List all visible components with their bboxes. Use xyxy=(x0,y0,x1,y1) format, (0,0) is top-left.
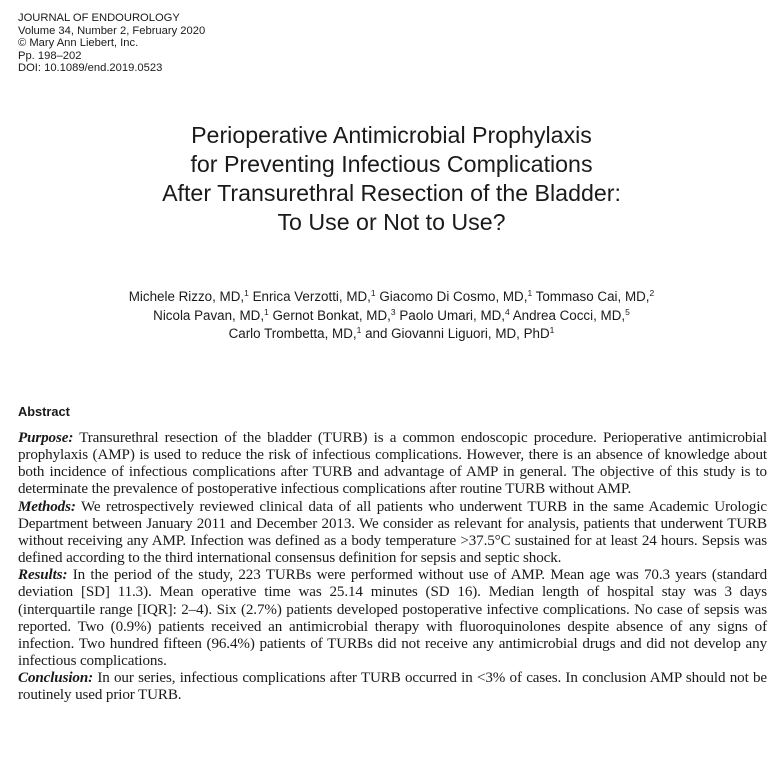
results-label: Results: xyxy=(18,567,68,584)
journal-doi: DOI: 10.1089/end.2019.0523 xyxy=(18,62,163,75)
abstract-conclusion xyxy=(18,670,767,704)
abstract-purpose xyxy=(18,430,767,499)
author-affiliation: 5 xyxy=(625,306,630,317)
abstract-results xyxy=(18,567,767,670)
abstract-heading: Abstract xyxy=(18,404,70,419)
title-line: After Transurethral Resection of the Bladder: xyxy=(162,180,621,206)
author-affiliation: 1 xyxy=(370,288,376,298)
results-text: In the period of the study, 223 TURBs were performed without use of AMP. Mean age was 70.3 years (standard deviation [SD] 11.3). Mean operative time was 25.14 minutes (SD 16). Median length of hospital stay was 3 days (interquartile range [IQR]: 2–4). Six (2.7%) patients developed postoperative infective complications. No case of sepsis was reported. Two (0.9%) patients received an antimicrobial therapy with fluoroquinolones despite absence of any signs of infection. Two hundred fifteen (96.4%) patients of TURBs did not receive any antimicrobial drugs and did not develop any infectious complications. xyxy=(18,567,767,670)
purpose-text: Transurethral resection of the bladder (TURB) is a common endoscopic procedure. Perioperative antimicrobial prophylaxis (AMP) is used to reduce the risk of infectious complications. However, there is an absence of knowledge about both incidence of infectious complications after TURB and advantage of AMP in general. The objective of this study is to determinate the prevalence of postoperative infectious complications after routine TURB without AMP. xyxy=(18,430,767,498)
methods-text: We retrospectively reviewed clinical data of all patients who underwent TURB in the same Academic Urologic Department between January 2011 and December 2013. We consider as relevant for analysis, patients that underwent TURB without receiving any AMP. Infection was defined as a body temperature >37.5°C sustained for at least 24 hours. Sepsis was defined according to the third international consensus definition for sepsis and septic shock. xyxy=(18,498,767,567)
author-name: Paolo Umari, MD, xyxy=(399,307,505,323)
abstract-body xyxy=(18,430,767,705)
title-line: To Use or Not to Use? xyxy=(277,209,506,235)
author-affiliation: 3 xyxy=(390,306,396,317)
author-name: and Giovanni Liguori, MD, PhD xyxy=(365,326,550,341)
journal-volume: Volume 34, Number 2, February 2020 xyxy=(18,24,206,37)
author-name: Michele Rizzo, MD, xyxy=(128,289,245,304)
purpose-label: Purpose: xyxy=(18,430,74,446)
author-name: Giacomo Di Cosmo, MD, xyxy=(379,289,528,304)
methods-label: Methods: xyxy=(18,498,76,515)
author-affiliation: 1 xyxy=(356,325,362,335)
author-name: Tommaso Cai, MD, xyxy=(535,289,650,304)
conclusion-text: In our series, infectious complications after TURB occurred in <3% of cases. In conclusion AMP should not be routinely used prior TURB. xyxy=(18,670,767,704)
title-line: Perioperative Antimicrobial Prophylaxis xyxy=(191,122,592,148)
author-name: Enrica Verzotti, MD, xyxy=(252,289,371,304)
author-line xyxy=(0,307,783,326)
author-affiliation: 1 xyxy=(527,288,533,298)
conclusion-label: Conclusion: xyxy=(18,670,94,687)
journal-copyright: © Mary Ann Liebert, Inc. xyxy=(18,37,139,50)
author-affiliation: 2 xyxy=(649,288,655,298)
author-affiliation: 1 xyxy=(264,306,269,317)
author-line xyxy=(0,288,783,307)
abstract-methods xyxy=(18,499,767,568)
author-name: Gernot Bonkat, MD, xyxy=(272,307,391,323)
article-title xyxy=(0,121,783,237)
journal-pages: Pp. 198–202 xyxy=(18,49,82,62)
author-name: Nicola Pavan, MD, xyxy=(153,307,265,323)
author-name: Andrea Cocci, MD, xyxy=(512,307,626,323)
journal-name: JOURNAL OF ENDOUROLOGY xyxy=(18,12,180,24)
author-line xyxy=(0,325,783,344)
author-affiliation: 4 xyxy=(505,306,510,317)
author-list xyxy=(0,288,783,344)
author-affiliation: 1 xyxy=(549,325,555,335)
journal-info xyxy=(18,12,205,75)
title-line: for Preventing Infectious Complications xyxy=(190,151,593,177)
author-affiliation: 1 xyxy=(244,288,249,298)
author-name: Carlo Trombetta, MD, xyxy=(228,326,357,341)
